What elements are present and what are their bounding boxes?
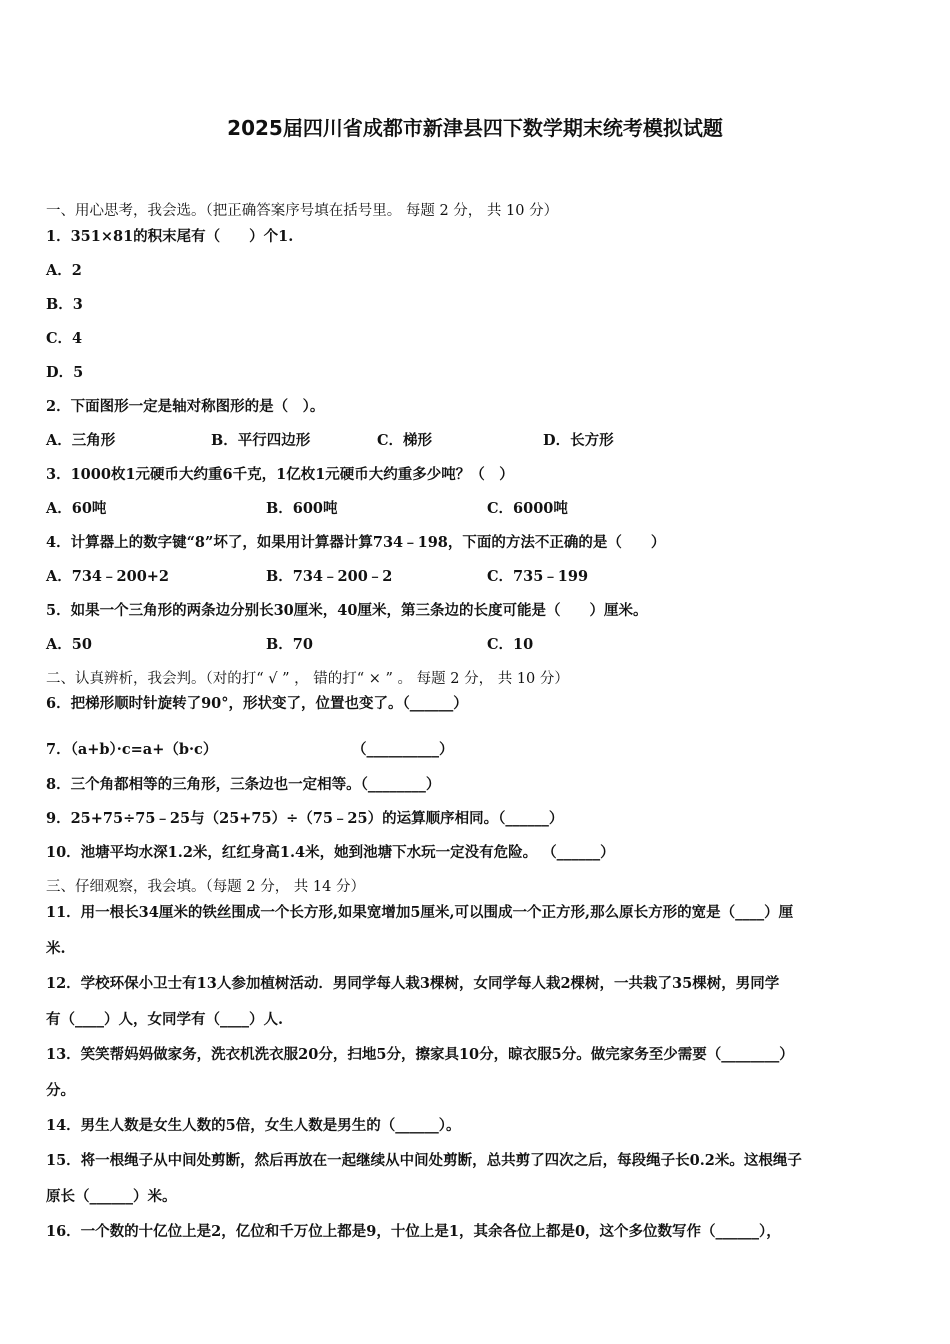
question-15-line-1: 15．将一根绳子从中间处剪断，然后再放在一起继续从中间处剪断，总共剪了四次之后，每段绳子长0.2米。这根绳子 [46, 1152, 802, 1169]
question-10: 10．池塘平均水深1.2米，红红身高1.4米，她到池塘下水玩一定没有危险。 （______） [46, 844, 615, 861]
q5-option-a: A．50 [46, 636, 92, 653]
q4-option-c: C．735﹣199 [487, 568, 589, 585]
question-13-line-2: 分。 [46, 1082, 75, 1099]
question-6: 6．把梯形顺时针旋转了90°，形状变了，位置也变了。（______） [46, 695, 468, 712]
q1-option-c: C．4 [46, 330, 83, 347]
question-13-line-1: 13．笑笑帮妈妈做家务，洗衣机洗衣服20分，扫地5分，擦家具10分，晾衣服5分。做完家务至少需要（________） [46, 1046, 794, 1063]
q1-option-b: B．3 [46, 296, 83, 313]
q2-option-a: A．三角形 [46, 432, 116, 449]
question-4: 4．计算器上的数字键“8”坏了，如果用计算器计算734﹣198，下面的方法不正确的是（ ） [46, 534, 666, 551]
question-15-line-2: 原长（______）米。 [46, 1188, 177, 1205]
q4-option-b: B．734﹣200﹣2 [266, 568, 393, 585]
question-11-line-1: 11．用一根长34厘米的铁丝围成一个长方形,如果宽增加5厘米,可以围成一个正方形,那么原长方形的宽是（____）厘 [46, 904, 794, 921]
question-12-line-2: 有（____）人，女同学有（____）人. [46, 1011, 284, 1028]
question-7-blank: （__________） [352, 741, 454, 758]
q2-option-c: C．梯形 [377, 432, 433, 449]
section-3-heading: 三、仔细观察，我会填。（每题 2 分， 共 14 分） [46, 879, 365, 895]
question-7: 7．（a+b）·c=a+（b·c） [46, 741, 218, 758]
q3-option-b: B．600吨 [266, 500, 338, 517]
page-title: 2025届四川省成都市新津县四下数学期末统考模拟试题 [227, 116, 723, 140]
question-5: 5．如果一个三角形的两条边分别长30厘米，40厘米，第三条边的长度可能是（ ）厘米。 [46, 602, 648, 619]
q2-option-b: B．平行四边形 [211, 432, 311, 449]
question-3: 3．1000枚1元硬币大约重6千克，1亿枚1元硬币大约重多少吨？（ ） [46, 466, 514, 483]
question-1: 1．351×81的积末尾有（ ）个1. [46, 228, 294, 245]
q4-option-a: A．734﹣200+2 [46, 568, 170, 585]
question-16: 16．一个数的十亿位上是2，亿位和千万位上都是9，十位上是1，其余各位上都是0，这个多位数写作（______）， [46, 1223, 781, 1240]
q3-option-a: A．60吨 [46, 500, 107, 517]
section-2-heading: 二、认真辨析，我会判。（对的打“ √ ” ， 错的打“ × ” 。 每题 2 分， 共 10 分） [46, 671, 569, 687]
q1-option-d: D．5 [46, 364, 84, 381]
question-12-line-1: 12．学校环保小卫士有13人参加植树活动．男同学每人栽3棵树，女同学每人栽2棵树，一共栽了35棵树，男同学 [46, 975, 780, 992]
question-8: 8．三个角都相等的三角形，三条边也一定相等。（________） [46, 776, 441, 793]
question-9: 9．25+75÷75﹣25与（25+75）÷（75﹣25）的运算顺序相同。（______） [46, 810, 564, 827]
section-1-heading: 一、用心思考，我会选。（把正确答案序号填在括号里。 每题 2 分， 共 10 分） [46, 203, 559, 219]
q3-option-c: C．6000吨 [487, 500, 568, 517]
q5-option-c: C．10 [487, 636, 534, 653]
q5-option-b: B．70 [266, 636, 313, 653]
question-11-line-2: 米. [46, 940, 66, 957]
q2-option-d: D．长方形 [543, 432, 614, 449]
question-2: 2．下面图形一定是轴对称图形的是（ ）。 [46, 398, 325, 415]
q1-option-a: A．2 [46, 262, 82, 279]
question-14: 14．男生人数是女生人数的5倍，女生人数是男生的（______）。 [46, 1117, 461, 1134]
